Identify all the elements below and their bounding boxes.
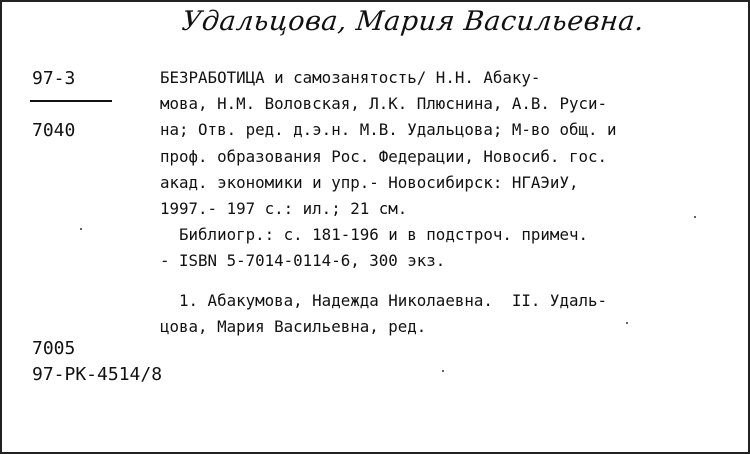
accession-number: 7040 <box>32 120 76 141</box>
call-number: 97-3 <box>32 68 76 89</box>
description-line: акад. экономики и упр.- Новосибирск: НГАЭиУ, <box>160 173 579 192</box>
author-heading: Удальцова, Мария Васильевна. <box>180 6 646 37</box>
dust-speck <box>694 216 696 218</box>
registration-number: 97-РК-4514/8 <box>32 364 163 385</box>
inventory-number: 7005 <box>32 338 76 359</box>
dust-speck <box>80 228 82 230</box>
isbn-line: - ISBN 5-7014-0114-6, 300 экз. <box>160 251 446 270</box>
tracing-line: цова, Мария Васильевна, ред. <box>160 317 427 336</box>
tracing-line: 1. Абакумова, Надежда Николаевна. II. Удаль- <box>160 291 607 310</box>
call-number-divider <box>30 100 112 102</box>
bibliographic-description <box>160 68 617 336</box>
dust-speck <box>626 322 628 324</box>
notes-line: Библиогр.: с. 181-196 и в подстроч. примеч. <box>160 225 588 244</box>
description-line: 1997.- 197 с.: ил.; 21 см. <box>160 199 408 218</box>
description-line: проф. образования Рос. Федерации, Новосиб. гос. <box>160 147 607 166</box>
description-line: БЕЗРАБОТИЦА и самозанятость/ Н.Н. Абаку- <box>160 68 541 87</box>
description-line: на; Отв. ред. д.э.н. М.В. Удальцова; М-во общ. и <box>160 120 617 139</box>
dust-speck <box>442 370 444 372</box>
description-line: мова, Н.М. Воловская, Л.К. Плюснина, А.В. Руси- <box>160 94 607 113</box>
